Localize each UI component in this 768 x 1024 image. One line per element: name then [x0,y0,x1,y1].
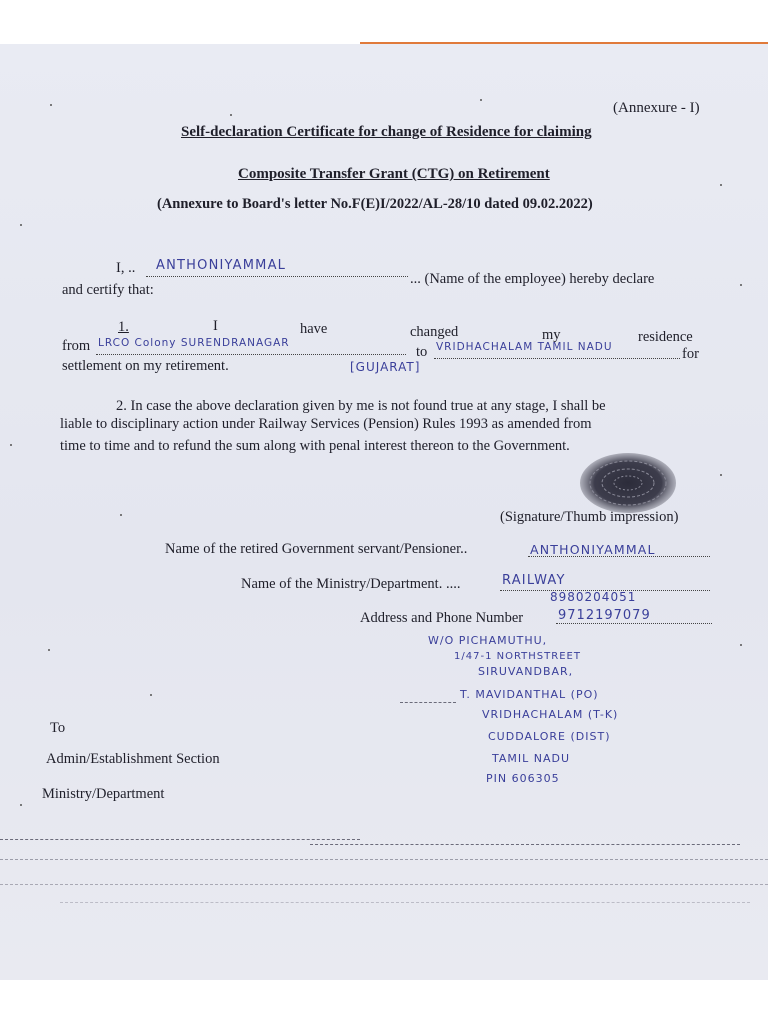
phone-1-handwritten: 8980204051 [550,590,637,604]
speck [10,444,12,446]
para2-line-3: time to time and to refund the sum along with penal interest thereon to the Government. [60,438,570,454]
annexure-label: (Annexure - I) [613,100,700,116]
pensioner-name-handwritten: ANTHONIYAMMAL [530,542,656,557]
pensioner-label: Name of the retired Government servant/Pensioner.. [165,541,468,557]
para1-word: my [542,327,561,343]
speck [20,804,22,806]
bleed-through-line [0,884,768,885]
for-label: for [682,346,699,362]
dotted-line [556,623,712,624]
speck [740,284,742,286]
to-line-2: Ministry/Department [42,786,165,802]
para2-line-2: liable to disciplinary action under Railway Services (Pension) Rules 1993 as amended from [60,416,592,432]
photo-top-margin [0,0,768,44]
speck [48,649,50,651]
para1-word: I [213,318,218,334]
declaration-line-2: and certify that: [62,282,154,298]
ministry-label: Name of the Ministry/Department. .... [241,576,461,592]
declaration-suffix: ... (Name of the employee) hereby declare [410,271,655,287]
para1-word: have [300,321,328,337]
to-line-1: Admin/Establishment Section [46,751,220,767]
para1-number: 1. [118,319,129,335]
from-place-handwritten: LRCO Colony SURENDRANAGAR [98,337,290,349]
address-line: PIN 606305 [486,772,560,785]
para1-word: changed [410,324,459,340]
para2-line-1: 2. In case the above declaration given by me is not found true at any stage, I shall be [116,398,606,414]
address-line: SIRUVANDBAR, [478,665,574,678]
bleed-through-line [60,902,750,903]
document-page [0,44,768,980]
phone-2-handwritten: 9712197079 [558,608,651,623]
speck [720,184,722,186]
dotted-line [96,354,406,355]
address-line: TAMIL NADU [492,752,571,765]
speck [20,224,22,226]
declaration-prefix: I, .. [116,260,136,276]
dotted-line [434,358,680,359]
speck [50,104,52,106]
title-line-1: Self-declaration Certificate for change of Residence for claiming [181,124,592,140]
signature-label: (Signature/Thumb impression) [500,509,679,525]
speck [720,474,722,476]
ministry-handwritten: RAILWAY [502,573,566,588]
address-line: W/O PICHAMUTHU, [428,634,548,647]
speck [480,99,482,101]
speck [120,514,122,516]
speck [740,644,742,646]
address-line: T. MAVIDANTHAL (PO) [460,688,599,701]
dotted-line [528,556,710,557]
para1-line-2: settlement on my retirement. [62,358,229,374]
employee-name-handwritten: ANTHONIYAMMAL [156,258,287,273]
title-line-3: (Annexure to Board's letter No.F(E)I/2022/AL-28/10 dated 09.02.2022) [157,196,593,212]
photo-bottom-margin [0,980,768,1024]
bleed-through-line [0,859,768,860]
address-line: VRIDHACHALAM (T-K) [482,708,619,721]
from-label: from [62,338,91,354]
para1-word: residence [638,329,693,345]
bleed-through-line [0,839,360,840]
dotted-line [146,276,408,277]
address-label: Address and Phone Number [360,610,524,626]
title-line-2: Composite Transfer Grant (CTG) on Retirement [238,166,550,182]
state-note-handwritten: [GUJARAT] [350,360,421,374]
speck [150,694,152,696]
to-label: To [50,720,66,736]
address-line: CUDDALORE (DIST) [488,730,611,743]
bleed-through-line [310,844,740,845]
to-label: to [416,344,428,360]
to-place-handwritten: VRIDHACHALAM TAMIL NADU [436,341,613,353]
speck [230,114,232,116]
address-line: 1/47-1 NORTHSTREET [454,651,581,662]
dashed-mark [400,702,456,703]
